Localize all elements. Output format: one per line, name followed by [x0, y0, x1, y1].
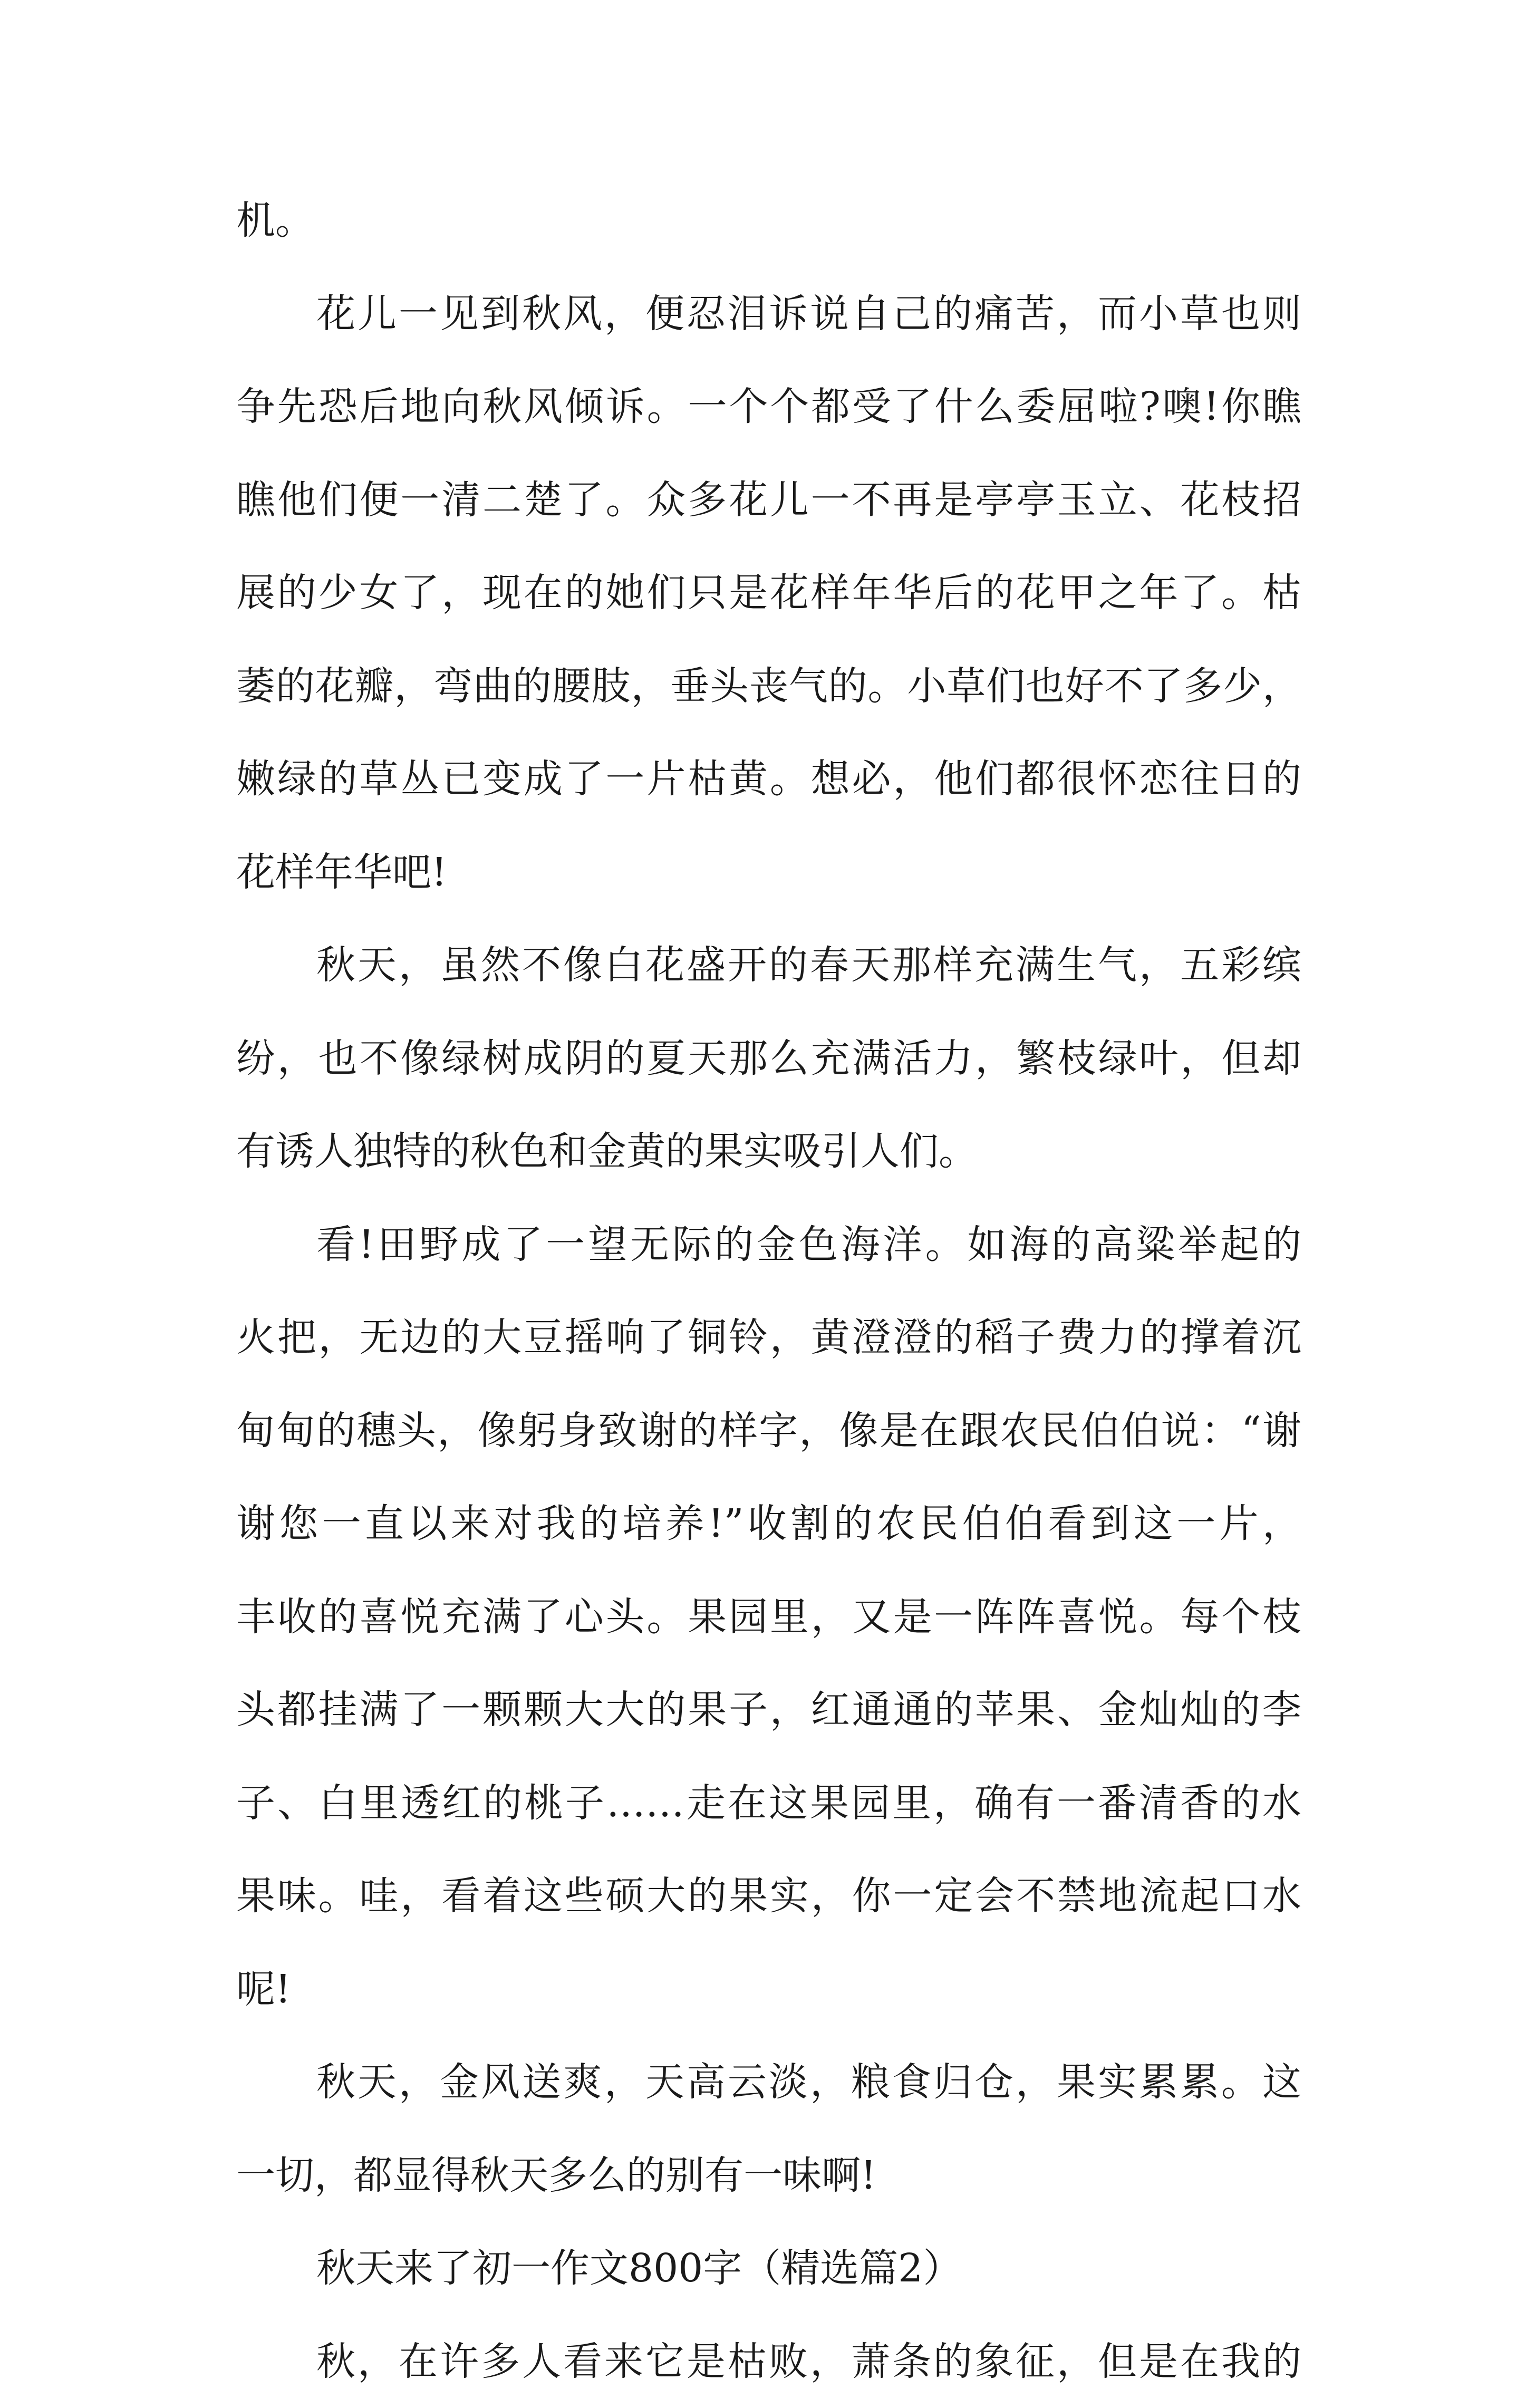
- paragraph-start-line: 秋天，虽然不像白花盛开的春天那样充满生气，五彩缤: [236, 919, 1301, 1012]
- text-line: 丰收的喜悦充满了心头。果园里，又是一阵阵喜悦。每个枝: [236, 1571, 1301, 1664]
- section-heading: 秋天来了初一作文800字（精选篇2）: [236, 2222, 1301, 2315]
- paragraph-start-line: 秋，在许多人看来它是枯败，萧条的象征，但是在我的: [236, 2315, 1301, 2408]
- text-line: 一切，都显得秋天多么的别有一味啊!: [236, 2129, 1301, 2222]
- text-line: 纷，也不像绿树成阴的夏天那么充满活力，繁枝绿叶，但却: [236, 1012, 1301, 1105]
- text-line: 头都挂满了一颗颗大大的果子，红通通的苹果、金灿灿的李: [236, 1663, 1301, 1757]
- text-line: 有诱人独特的秋色和金黄的果实吸引人们。: [236, 1105, 1301, 1198]
- paragraph-start-line: 秋天，金风送爽，天高云淡，粮食归仓，果实累累。这: [236, 2036, 1301, 2129]
- text-line: 果味。哇，看着这些硕大的果实，你一定会不禁地流起口水: [236, 1850, 1301, 1943]
- text-line: 机。: [236, 174, 1301, 267]
- text-line: 嫩绿的草丛已变成了一片枯黄。想必，他们都很怀恋往日的: [236, 733, 1301, 826]
- text-line: 展的少女了，现在的她们只是花样年华后的花甲之年了。枯: [236, 546, 1301, 640]
- text-line: 瞧他们便一清二楚了。众多花儿一不再是亭亭玉立、花枝招: [236, 454, 1301, 547]
- text-line: 谢您一直以来对我的培养!”收割的农民伯伯看到这一片，: [236, 1477, 1301, 1571]
- text-line: 争先恐后地向秋风倾诉。一个个都受了什么委屈啦?噢!你瞧: [236, 360, 1301, 454]
- text-line: 萎的花瓣，弯曲的腰肢，垂头丧气的。小草们也好不了多少，: [236, 640, 1301, 733]
- text-line: 花样年华吧!: [236, 826, 1301, 919]
- text-line: 火把，无边的大豆摇响了铜铃，黄澄澄的稻子费力的撑着沉: [236, 1291, 1301, 1384]
- paragraph-start-line: 看!田野成了一望无际的金色海洋。如海的高粱举起的: [236, 1198, 1301, 1292]
- body-text: [236, 174, 1301, 2408]
- paragraph-start-line: 花儿一见到秋风，便忍泪诉说自己的痛苦，而小草也则: [236, 267, 1301, 361]
- text-line: 甸甸的穗头，像躬身致谢的样字，像是在跟农民伯伯说：“谢: [236, 1384, 1301, 1478]
- text-line: 子、白里透红的桃子……走在这果园里，确有一番清香的水: [236, 1757, 1301, 1850]
- text-line: 呢!: [236, 1943, 1301, 2036]
